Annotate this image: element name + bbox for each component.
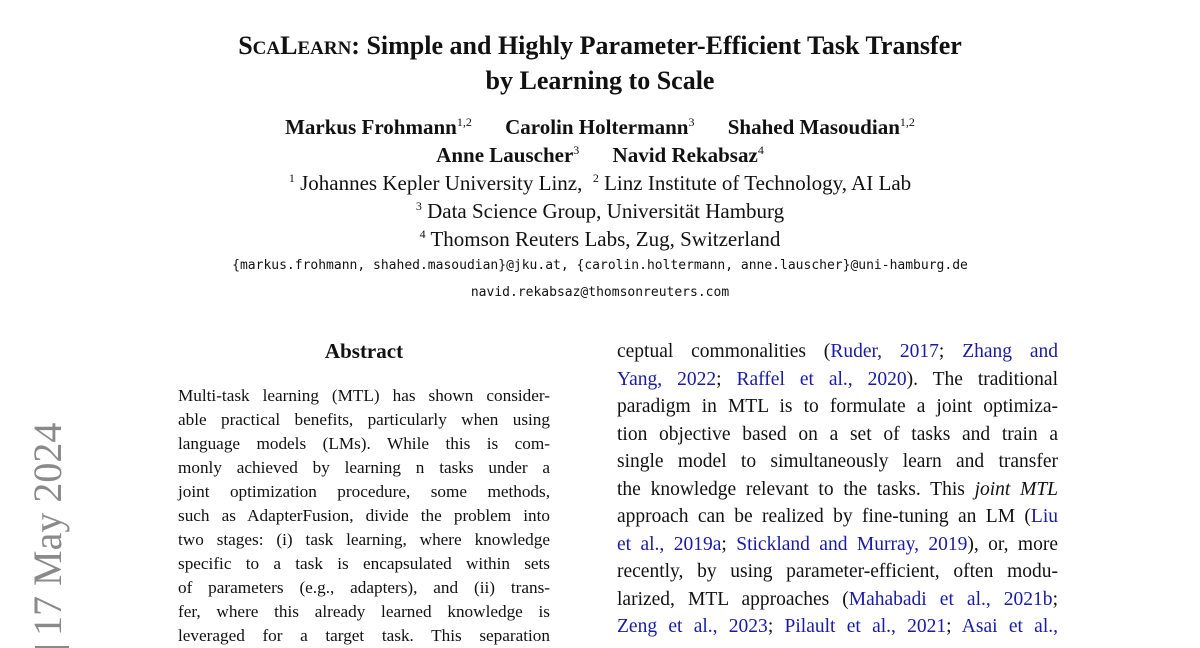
paper-title-line2: by Learning to Scale	[485, 66, 715, 95]
body-line: the knowledge relevant to the tasks. This joint MTL	[617, 479, 1059, 500]
abstract-line: specific to a task is encapsulated within sets	[178, 554, 550, 573]
abstract-line: such as AdapterFusion, divide the problem into	[178, 506, 550, 525]
citation-link[interactable]: Ruder, 2017	[830, 341, 939, 362]
citation-link[interactable]: Stickland and Murray, 2019	[736, 534, 968, 555]
author-name: Shahed Masoudian$^{1,2}$	[727, 115, 915, 139]
author-name: Navid Rekabsaz$^4$	[612, 143, 764, 167]
citation-link[interactable]: Zhang and	[962, 341, 1059, 362]
author-name: Anne Lauscher$^3$	[436, 143, 580, 167]
abstract-line: joint optimization procedure, some methods,	[178, 482, 550, 501]
citation-link[interactable]: Mahabadi et al., 2021b	[848, 589, 1053, 610]
citation-link[interactable]: et al., 2019a	[617, 534, 722, 555]
body-line: larized, MTL approaches (Mahabadi et al., 2021b;	[617, 589, 1058, 610]
body-line: recently, by using parameter-efficient, often modu-	[617, 561, 1058, 582]
citation-link[interactable]: Yang, 2022	[617, 369, 717, 390]
author-name: Carolin Holtermann$^3$	[505, 115, 695, 139]
abstract-line: fer, where this already learned knowledge is	[178, 602, 550, 621]
citation-link[interactable]: Pilault et al., 2021	[784, 616, 947, 637]
email-line-2: navid.rekabsaz@thomsonreuters.com	[470, 285, 730, 300]
abstract-line: monly achieved by learning n tasks under a	[178, 458, 550, 477]
body-line: tion objective based on a set of tasks and train a	[617, 424, 1058, 445]
abstract-line: able practical benefits, particularly when using	[178, 410, 550, 429]
body-line: Zeng et al., 2023; Pilault et al., 2021; Asai et al.,	[617, 616, 1058, 637]
citation-link[interactable]: Asai et al.,	[961, 616, 1058, 637]
affiliation-line-3: $^4$ Thomson Reuters Labs, Zug, Switzerland	[419, 227, 781, 251]
body-line: et al., 2019a; Stickland and Murray, 2019), or, more	[617, 534, 1058, 555]
arxiv-stamp	[26, 423, 70, 648]
body-line: ceptual commonalities (Ruder, 2017; Zhang and	[617, 341, 1059, 362]
body-line: approach can be realized by fine-tuning an LM (Liu	[617, 506, 1058, 527]
abstract-line: of parameters (e.g., adapters), and (ii) trans-	[178, 578, 550, 597]
citation-link[interactable]: Zeng et al., 2023	[617, 616, 768, 637]
affiliation-line-2: $^3$ Data Science Group, Universität Hamburg	[415, 199, 785, 223]
affiliation-line-1: $^1$ Johannes Kepler University Linz, $^2$ Linz Institute of Technology, AI Lab	[288, 171, 912, 195]
citation-link[interactable]: Raffel et al., 2020	[736, 369, 907, 390]
arxiv-stamp-date: 17 May 2024	[25, 422, 70, 636]
abstract-line: language models (LMs). While this is com-	[178, 434, 550, 453]
email-line-1: {markus.frohmann, shahed.masoudian}@jku.at, {carolin.holtermann, anne.lauscher}@uni-hamburg.de	[232, 258, 968, 273]
body-line: Yang, 2022; Raffel et al., 2020). The traditional	[617, 369, 1059, 390]
paper-title	[100, 30, 1100, 97]
abstract-line: Multi-task learning (MTL) has shown consider-	[178, 386, 550, 405]
body-line: single model to simultaneously learn and transfer	[617, 451, 1058, 472]
author-name: Markus Frohmann$^{1,2}$	[285, 115, 472, 139]
body-line: paradigm in MTL is to formulate a joint optimiza-	[617, 396, 1058, 417]
citation-link[interactable]: Liu	[1030, 506, 1058, 527]
paper-title-line1: SCALEARN: Simple and Highly Parameter-Efficient Task Transfer	[238, 31, 962, 60]
abstract-heading: Abstract	[324, 339, 404, 363]
abstract-line: two stages: (i) task learning, where knowledge	[178, 530, 550, 549]
abstract-line: leveraged for a target task. This separation	[178, 626, 550, 645]
